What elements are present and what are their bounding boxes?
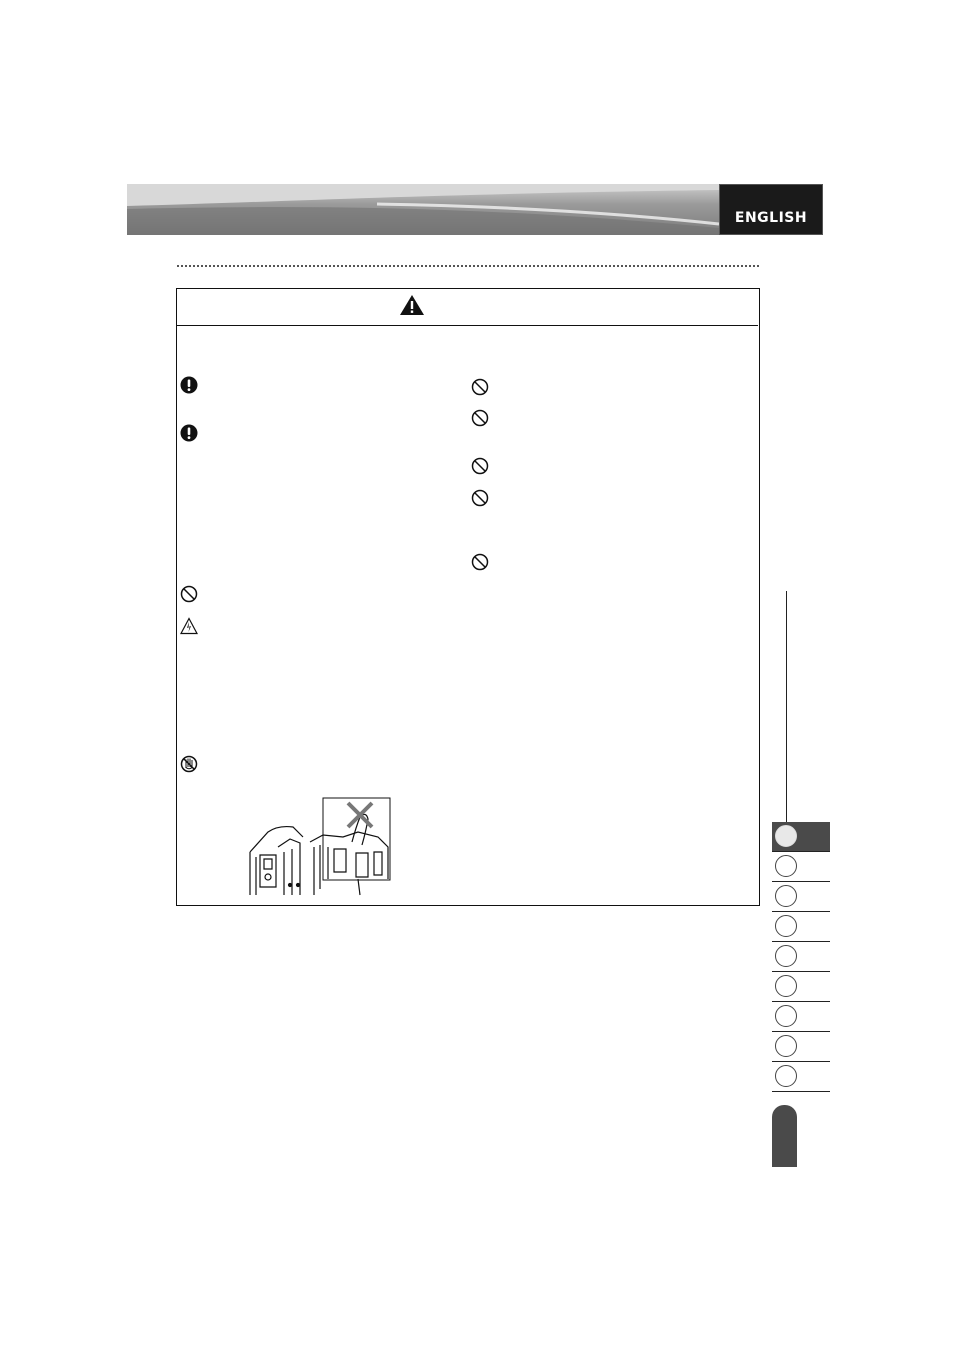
warning-panel-header: [177, 289, 758, 326]
prohibited-icon: [471, 489, 489, 507]
language-tab[interactable]: [719, 184, 823, 235]
prohibited-icon: [471, 457, 489, 475]
side-tab-4[interactable]: [772, 912, 830, 942]
side-tab-circle: [775, 1005, 797, 1027]
side-tab-3[interactable]: [772, 882, 830, 912]
side-tab-circle: [775, 1065, 797, 1087]
prohibited-icon: [471, 553, 489, 571]
tape-cutter-illustration: [248, 797, 391, 897]
side-tab-circle: [775, 885, 797, 907]
side-tab-8[interactable]: [772, 1032, 830, 1062]
side-index-pill[interactable]: [772, 1105, 797, 1167]
side-tab-2[interactable]: [772, 852, 830, 882]
language-tab-label: ENGLISH: [734, 210, 808, 226]
dotted-divider: [177, 265, 759, 267]
side-tab-1[interactable]: [772, 822, 830, 852]
warning-triangle-icon: [399, 294, 425, 316]
no-disassembly-icon: [180, 755, 198, 773]
side-tab-9[interactable]: [772, 1062, 830, 1092]
caution-triangle-icon: [180, 617, 198, 635]
side-nav-line: [786, 591, 787, 822]
side-tab-circle: [775, 915, 797, 937]
mandatory-icon: [180, 376, 198, 394]
prohibited-icon: [471, 378, 489, 396]
side-tab-5[interactable]: [772, 942, 830, 972]
header-banner: [127, 184, 719, 235]
side-tab-7[interactable]: [772, 1002, 830, 1032]
prohibited-icon: [180, 585, 198, 603]
side-tab-circle: [775, 855, 797, 877]
side-tab-circle: [775, 945, 797, 967]
side-tab-6[interactable]: [772, 972, 830, 1002]
banner-swoosh: [127, 184, 719, 235]
mandatory-icon: [180, 424, 198, 442]
prohibited-icon: [471, 409, 489, 427]
side-tab-circle: [775, 975, 797, 997]
side-tab-circle: [775, 1035, 797, 1057]
side-tab-circle: [775, 825, 797, 847]
